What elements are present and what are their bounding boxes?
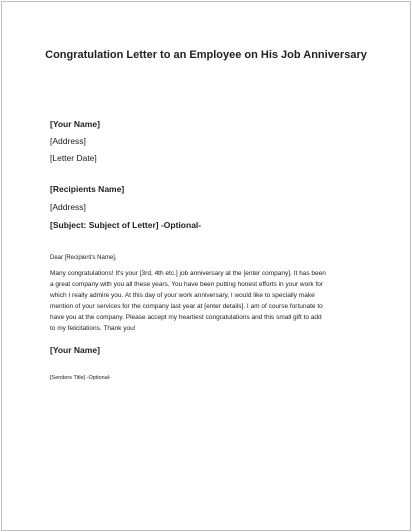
letter-page <box>1 1 411 531</box>
sender-title: [Senders Title] -Optional- <box>50 375 111 381</box>
body-line: which I really admire you. At this day of your work anniversary, I would like to specially make <box>50 292 315 299</box>
body-line: to my felicitations. Thank you! <box>50 325 136 332</box>
recipient-address: [Address] <box>50 202 86 212</box>
body-line: have you at the company. Please accept my heartiest congratulations and this small gift to add <box>50 314 322 321</box>
letter-title: Congratulation Letter to an Employee on His Job Anniversary <box>45 49 367 61</box>
letter-body <box>50 268 380 334</box>
sender-address: [Address] <box>50 136 86 146</box>
recipient-name: [Recipients Name] <box>50 184 125 194</box>
sender-name: [Your Name] <box>50 119 100 129</box>
letter-subject: [Subject: Subject of Letter] -Optional- <box>50 220 202 230</box>
body-line: Many congratulations! It's your [3rd, 4th etc.] job anniversary at the [enter company]. It has been <box>50 270 326 277</box>
salutation: Dear [Recipient's Name], <box>50 255 117 261</box>
letter-date: [Letter Date] <box>50 153 97 163</box>
closing-name: [Your Name] <box>50 345 100 355</box>
body-line: a great company with you all these years. You have been putting honest efforts in your work for <box>50 281 324 288</box>
body-line: mention of your services for the company last year at [enter details]. I am of course fortunate to <box>50 303 323 310</box>
